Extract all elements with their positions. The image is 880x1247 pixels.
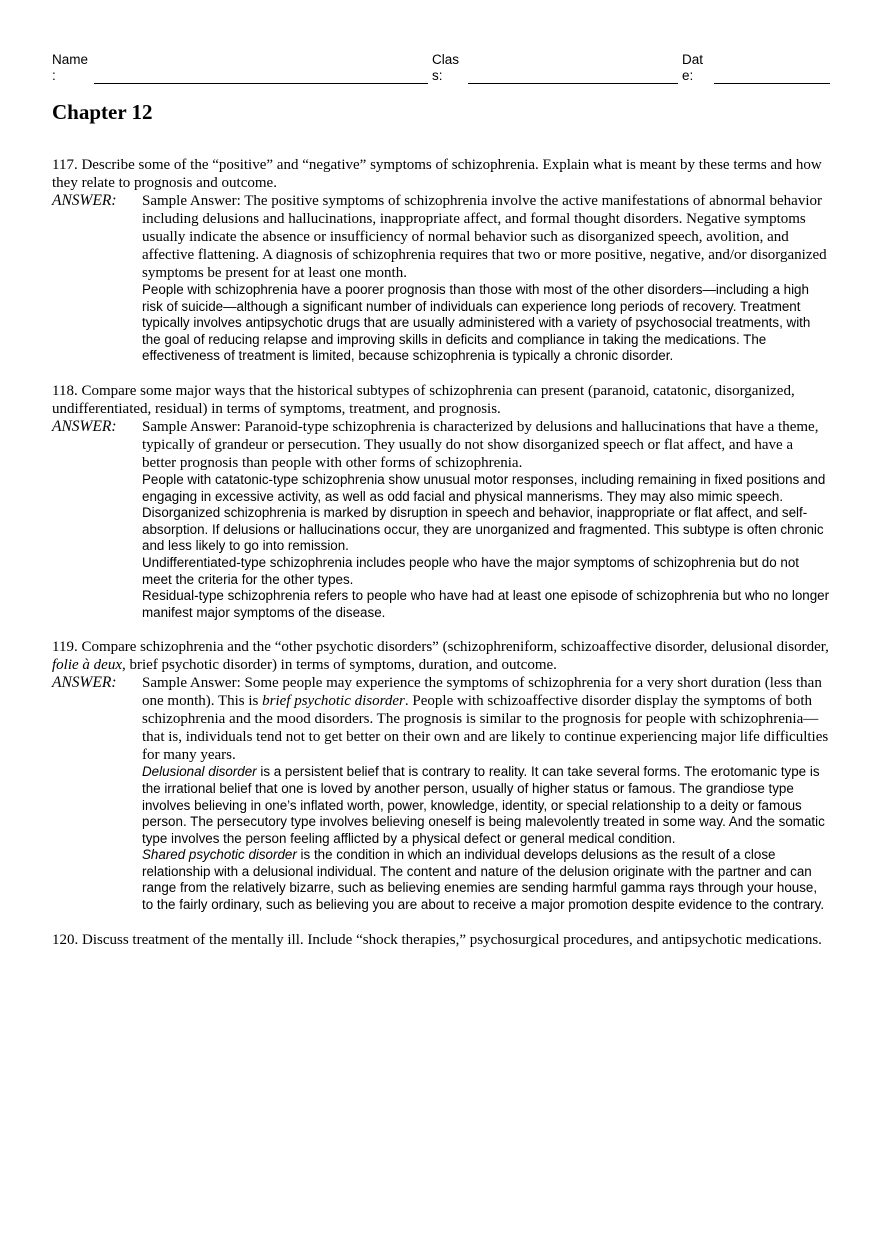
text-run: Sample Answer: Some people may experience the symptoms of schizophrenia for a very short duration (less than one month). This is: [142, 675, 822, 710]
date-field[interactable]: [714, 83, 830, 84]
question-prompt: [52, 638, 830, 674]
text-run: . People with schizoaffective disorder display the symptoms of both schizophrenia and the mood disorders. The prognosis is similar to the prognosis for people with schizophrenia—that is, individuals tend not to get better on their own and are likely to continue experiencing major life difficulties for many years.: [142, 693, 829, 764]
answer-label: ANSWER:: [52, 417, 117, 435]
text-run: is a persistent belief that is contrary to reality. It can take several forms. The erotomanic type is the irrational belief that one is loved by another person, usually of higher status or famous. The grandiose type involves believing in one’s inflated worth, power, knowledge, identity, or special relationship to a deity or famous person. The persecutory type involves believing oneself is being malevolently treated in some way. And the somatic type involves the person feeling afflicted by a physical defect or general medical condition.: [142, 764, 825, 846]
text-run: 118. Compare some major ways that the historical subtypes of schizophrenia can present (paranoid, catatonic, disorganized, undifferentiated, residual) in terms of symptoms, treatment, and prognosis.: [52, 382, 795, 417]
question-item: [52, 382, 830, 621]
answer-paragraph: [142, 674, 830, 764]
answer-block: [52, 418, 830, 621]
question-item: [52, 638, 830, 913]
answer-paragraph: [142, 418, 830, 472]
italic-text: brief psychotic disorder: [262, 693, 405, 710]
date-label: Dat e:: [682, 52, 704, 83]
answer-label: ANSWER:: [52, 192, 117, 209]
class-label: Clas s:: [432, 52, 460, 83]
text-run: Sample Answer: Paranoid-type schizophrenia is characterized by delusions and hallucinations that have a theme, typically of grandeur or persecution. They usually do not show disorganized speech or flat affect, and have a better prognosis than people with other forms of schizophrenia.: [142, 418, 819, 471]
student-info-header: [52, 52, 830, 92]
answer-block: [52, 674, 830, 913]
italic-text: Delusional disorder: [142, 764, 257, 780]
text-run: Residual-type schizophrenia refers to people who have had at least one episode of schizophrenia but who no longer manifest major symptoms of the disease.: [142, 588, 830, 620]
answer-paragraph: [142, 282, 830, 365]
text-run: Undifferentiated-type schizophrenia includes people who have the major symptoms of schizophrenia but do not meet the criteria for the other types.: [142, 554, 800, 587]
text-run: 117. Describe some of the “positive” and “negative” symptoms of schizophrenia. Explain what is meant by these terms and how they relate to prognosis and outcome.: [52, 157, 822, 191]
text-run: 120. Discuss treatment of the mentally ill. Include “shock therapies,” psychosurgical procedures, and antipsychotic medications.: [52, 931, 822, 948]
question-prompt: [52, 382, 830, 418]
question-prompt: [52, 156, 830, 192]
answer-block: [52, 192, 830, 365]
text-run: is the condition in which an individual develops delusions as the result of a close relationship with a delusional individual. The content and nature of the delusion originate with the partner and can range from the relatively bizarre, such as believing enemies are sending harmful gamma rays through your house, to the fairly ordinary, such as believing you are about to receive a major promotion despite evidence to the contrary.: [142, 847, 825, 913]
name-field[interactable]: [94, 83, 428, 84]
answer-paragraph: [142, 555, 830, 588]
italic-text: folie à deux: [52, 657, 122, 674]
question-prompt: [52, 931, 830, 949]
answer-paragraph: [142, 847, 830, 913]
question-item: [52, 931, 830, 949]
answer-paragraph: [142, 505, 830, 555]
name-label: Name :: [52, 52, 89, 83]
text-run: , brief psychotic disorder) in terms of symptoms, duration, and outcome.: [121, 657, 557, 674]
text-run: Disorganized schizophrenia is marked by disruption in speech and behavior, inappropriate or flat affect, and self-absorption. If delusions or hallucinations occur, they are unorganized and fragmented. This subtype is often chronic and less likely to go into remission.: [142, 505, 824, 554]
answer-paragraph: [142, 192, 830, 282]
text-run: Sample Answer: The positive symptoms of schizophrenia involve the active manifestations of abnormal behavior including delusions and hallucinations, inappropriate affect, and formal thought disorders. Negative symptoms usually indicate the absence or insufficiency of normal behavior such as disorganized speech, avolition, and affective flattening. A diagnosis of schizophrenia requires that two or more positive, negative, and/or disorganized symptoms be present for at least one month.: [142, 193, 827, 281]
text-run: People with schizophrenia have a poorer prognosis than those with most of the other disorders—including a high risk of suicide—although a significant number of individuals can experience long periods of recovery. Treatment typically involves antipsychotic drugs that are usually administered with a variety of psychosocial treatments, with the goal of reducing relapse and improving skills in deficits and compliance in taking the medications. The effectiveness of treatment is limited, because schizophrenia is typically a chronic disorder.: [142, 282, 811, 364]
text-run: People with catatonic-type schizophrenia show unusual motor responses, including remaining in fixed positions and engaging in excessive activity, as well as odd facial and physical mannerisms. They may also mimic speech.: [142, 471, 826, 504]
text-run: 119. Compare schizophrenia and the “other psychotic disorders” (schizophreniform, schizoaffective disorder, delusional disorder,: [52, 639, 829, 656]
italic-text: Shared psychotic disorder: [142, 847, 297, 863]
answer-paragraph: [142, 764, 830, 847]
class-field[interactable]: [468, 83, 678, 84]
answer-paragraph: [142, 588, 830, 621]
question-list: [52, 156, 830, 966]
answer-paragraph: [142, 472, 830, 505]
chapter-title: Chapter 12: [52, 100, 153, 124]
answer-label: ANSWER:: [52, 674, 117, 692]
question-item: [52, 156, 830, 365]
